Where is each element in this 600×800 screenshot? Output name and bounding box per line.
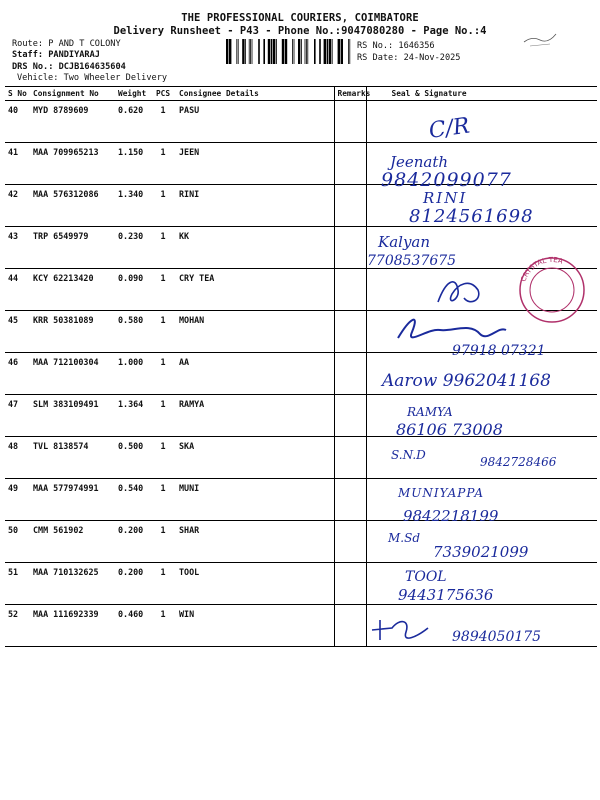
- table-row: [5, 479, 597, 521]
- cell-weight: 0.580: [115, 311, 150, 353]
- sig-49-name: MUNIYAPPA: [398, 486, 485, 500]
- rs-date-label: RS Date: 24-Nov-2025: [357, 53, 461, 63]
- cell-pcs: 1: [150, 269, 176, 311]
- cell-weight: 0.200: [115, 521, 150, 563]
- page-corner-scribble: [520, 28, 560, 48]
- table-row: [5, 605, 597, 647]
- sig-52-phone: 9894050175: [452, 629, 542, 645]
- rs-no-label: RS No.: 1646356: [357, 41, 435, 51]
- sig-47-name: RAMYA: [407, 405, 453, 419]
- table-header-row: [5, 87, 597, 101]
- col-consignee: Consignee Details: [176, 87, 334, 101]
- sig-50-name: M.Sd: [388, 531, 421, 545]
- sig-50-phone: 7339021099: [433, 543, 529, 561]
- cell-remarks: [334, 563, 366, 605]
- sig-43-phone: 7708537675: [367, 253, 457, 269]
- cell-remarks: [334, 353, 366, 395]
- cell-consignment: MAA 576312086: [30, 185, 115, 227]
- cell-weight: 1.364: [115, 395, 150, 437]
- table-row: [5, 563, 597, 605]
- cell-weight: 1.340: [115, 185, 150, 227]
- cell-signature: [366, 437, 597, 479]
- table-row: [5, 101, 597, 143]
- vehicle-label: Vehicle: Two Wheeler Delivery: [17, 73, 168, 83]
- cell-consignee: SKA: [176, 437, 334, 479]
- cell-weight: 1.150: [115, 143, 150, 185]
- col-remarks: Remarks: [334, 87, 366, 101]
- cell-consignment: MAA 712100304: [30, 353, 115, 395]
- cell-signature: [366, 185, 597, 227]
- cell-consignee: MUNI: [176, 479, 334, 521]
- col-pcs: PCS: [150, 87, 176, 101]
- sig-42-phone: 8124561698: [409, 206, 534, 227]
- cell-consignment: TVL 8138574: [30, 437, 115, 479]
- cell-remarks: [334, 227, 366, 269]
- cell-consignee: SHAR: [176, 521, 334, 563]
- cell-remarks: [334, 101, 366, 143]
- cell-consignee: MOHAN: [176, 311, 334, 353]
- sig-46-line: Aarow 9962041168: [382, 371, 551, 391]
- cell-consignment: SLM 383109491: [30, 395, 115, 437]
- cell-sno: 48: [5, 437, 30, 479]
- cell-pcs: 1: [150, 605, 176, 647]
- cell-remarks: [334, 521, 366, 563]
- cell-weight: 1.000: [115, 353, 150, 395]
- table-row: [5, 395, 597, 437]
- cell-pcs: 1: [150, 353, 176, 395]
- cell-signature: [366, 353, 597, 395]
- cell-remarks: [334, 605, 366, 647]
- header-company: THE PROFESSIONAL COURIERS, COIMBATORE: [181, 12, 419, 24]
- cell-sno: 49: [5, 479, 30, 521]
- table-row: [5, 143, 597, 185]
- cell-sno: 42: [5, 185, 30, 227]
- cell-pcs: 1: [150, 311, 176, 353]
- cell-pcs: 1: [150, 395, 176, 437]
- cell-pcs: 1: [150, 185, 176, 227]
- sig-49-phone: 9842218199: [403, 507, 499, 525]
- cell-sno: 46: [5, 353, 30, 395]
- svg-text:CRYSTAL TEA: CRYSTAL TEA: [519, 255, 564, 283]
- table-row: [5, 185, 597, 227]
- cell-signature: [366, 605, 597, 647]
- cell-consignment: CMM 561902: [30, 521, 115, 563]
- table-row: [5, 311, 597, 353]
- sig-48-name: S.N.D: [391, 448, 426, 462]
- cell-signature: [366, 269, 597, 311]
- col-consignment: Consignment No: [30, 87, 115, 101]
- route-label: Route: P AND T COLONY: [12, 39, 121, 49]
- table-row: [5, 353, 597, 395]
- cell-signature: [366, 479, 597, 521]
- cell-weight: 0.500: [115, 437, 150, 479]
- cell-consignee: WIN: [176, 605, 334, 647]
- cell-weight: 0.230: [115, 227, 150, 269]
- cell-remarks: [334, 185, 366, 227]
- barcode: [226, 39, 353, 64]
- cell-weight: 0.090: [115, 269, 150, 311]
- table-row: [5, 269, 597, 311]
- cell-pcs: 1: [150, 227, 176, 269]
- staff-label: Staff: PANDIYARAJ: [12, 50, 100, 60]
- sig-47-phone: 86106 73008: [396, 420, 503, 439]
- cell-weight: 0.540: [115, 479, 150, 521]
- cell-remarks: [334, 143, 366, 185]
- cell-sno: 40: [5, 101, 30, 143]
- cell-pcs: 1: [150, 521, 176, 563]
- cell-consignment: MAA 709965213: [30, 143, 115, 185]
- sig-41-phone: 9842099077: [381, 169, 512, 191]
- cell-weight: 0.200: [115, 563, 150, 605]
- cell-sno: 41: [5, 143, 30, 185]
- cell-remarks: [334, 437, 366, 479]
- table-row: [5, 437, 597, 479]
- cell-pcs: 1: [150, 479, 176, 521]
- cell-consignee: JEEN: [176, 143, 334, 185]
- cell-signature: [366, 563, 597, 605]
- cell-sno: 45: [5, 311, 30, 353]
- cell-consignee: TOOL: [176, 563, 334, 605]
- cell-consignment: MAA 577974991: [30, 479, 115, 521]
- cell-remarks: [334, 395, 366, 437]
- cell-sno: 52: [5, 605, 30, 647]
- cell-consignment: MAA 710132625: [30, 563, 115, 605]
- cell-remarks: [334, 311, 366, 353]
- sig-42-name: RINI: [423, 189, 468, 207]
- cell-consignment: KRR 50381089: [30, 311, 115, 353]
- sig-41-name: Jeenath: [390, 153, 449, 171]
- sig-46-phone: 97918 07321: [452, 343, 546, 359]
- sig-48-phone: 9842728466: [480, 455, 557, 469]
- cell-consignment: MAA 111692339: [30, 605, 115, 647]
- cell-pcs: 1: [150, 101, 176, 143]
- cell-weight: 0.460: [115, 605, 150, 647]
- cell-signature: [366, 521, 597, 563]
- cell-consignment: KCY 62213420: [30, 269, 115, 311]
- cell-sno: 51: [5, 563, 30, 605]
- header-subtitle: Delivery Runsheet - P43 - Phone No.:9047080280 - Page No.:4: [113, 25, 487, 37]
- cell-consignee: CRY TEA: [176, 269, 334, 311]
- cell-pcs: 1: [150, 563, 176, 605]
- cell-consignment: TRP 6549979: [30, 227, 115, 269]
- cell-consignee: PASU: [176, 101, 334, 143]
- cell-consignment: MYD 8789609: [30, 101, 115, 143]
- sig-40: C/R: [427, 113, 472, 144]
- cell-signature: [366, 395, 597, 437]
- cell-pcs: 1: [150, 143, 176, 185]
- cell-sno: 43: [5, 227, 30, 269]
- cell-sno: 47: [5, 395, 30, 437]
- cell-signature: [366, 143, 597, 185]
- cell-remarks: [334, 479, 366, 521]
- table-row: [5, 521, 597, 563]
- sig-51-name: TOOL: [405, 569, 447, 585]
- drs-label: DRS No.: DCJB164635604: [12, 62, 126, 72]
- cell-remarks: [334, 269, 366, 311]
- cell-consignee: AA: [176, 353, 334, 395]
- cell-sno: 44: [5, 269, 30, 311]
- cell-consignee: RINI: [176, 185, 334, 227]
- runsheet-table: [5, 86, 597, 647]
- sig-43-name: Kalyan: [378, 233, 431, 251]
- col-signature: Seal & Signature: [366, 87, 597, 101]
- col-weight: Weight: [115, 87, 150, 101]
- table-row: [5, 227, 597, 269]
- cell-signature: [366, 311, 597, 353]
- cell-signature: [366, 227, 597, 269]
- sig-51-phone: 9443175636: [398, 586, 494, 604]
- cell-weight: 0.620: [115, 101, 150, 143]
- cell-consignee: KK: [176, 227, 334, 269]
- cell-pcs: 1: [150, 437, 176, 479]
- cell-consignee: RAMYA: [176, 395, 334, 437]
- cell-sno: 50: [5, 521, 30, 563]
- cell-signature: [366, 101, 597, 143]
- col-sno: S No: [5, 87, 30, 101]
